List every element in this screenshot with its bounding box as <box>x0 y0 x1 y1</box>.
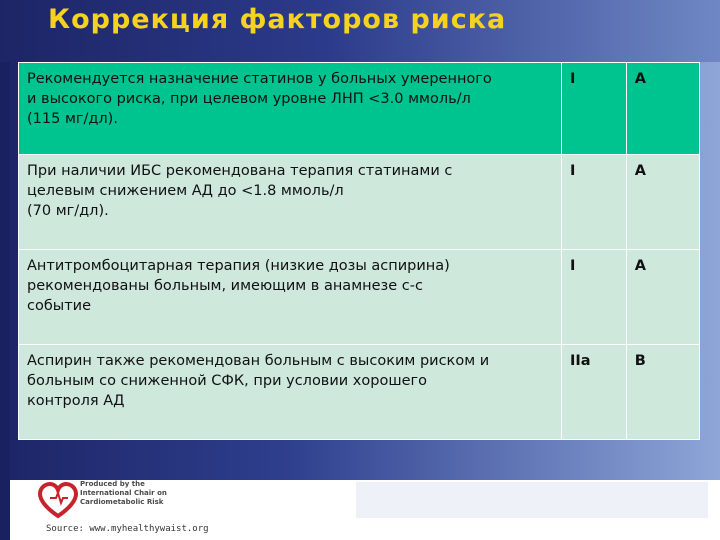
recommendation-text <box>19 345 562 440</box>
recommendation-class: IIa <box>562 345 627 440</box>
text-line: рекомендованы больным, имеющим в анамнезе с-с <box>27 278 423 294</box>
text-line: При наличии ИБС рекомендована терапия статинами с <box>27 163 453 179</box>
text-line: контроля АД <box>27 393 125 409</box>
table-row <box>19 345 700 440</box>
logo-line: Produced by the <box>80 480 145 488</box>
table-row <box>19 155 700 250</box>
text-line: Аспирин также рекомендован больным с высоким риском и <box>27 353 490 369</box>
table-row <box>19 63 700 155</box>
slide-title: Коррекция факторов риска <box>48 4 507 35</box>
recommendation-class: I <box>562 63 627 155</box>
sponsor-area <box>356 482 708 518</box>
logo-line: Cardiometabolic Risk <box>80 498 164 506</box>
recommendations-table <box>18 62 700 440</box>
recommendation-class: I <box>562 250 627 345</box>
evidence-level: B <box>626 345 699 440</box>
text-line: целевым снижением АД до <1.8 ммоль/л <box>27 183 344 199</box>
recommendation-class: I <box>562 155 627 250</box>
text-line: и высокого риска, при целевом уровне ЛНП <3.0 ммоль/л <box>27 91 471 107</box>
evidence-level: A <box>626 63 699 155</box>
recommendation-text <box>19 155 562 250</box>
logo-caption <box>80 480 167 507</box>
text-line: (70 мг/дл). <box>27 203 109 219</box>
text-line: Рекомендуется назначение статинов у больных умеренного <box>27 71 492 87</box>
evidence-level: A <box>626 155 699 250</box>
left-stripe <box>0 62 10 540</box>
logo-line: International Chair on <box>80 489 167 497</box>
text-line: Антитромбоцитарная терапия (низкие дозы аспирина) <box>27 258 450 274</box>
recommendation-text <box>19 250 562 345</box>
text-line: событие <box>27 298 92 314</box>
table-row <box>19 250 700 345</box>
text-line: больным со сниженной СФК, при условии хорошего <box>27 373 428 389</box>
recommendation-text <box>19 63 562 155</box>
text-line: (115 мг/дл). <box>27 111 118 127</box>
evidence-level: A <box>626 250 699 345</box>
source-note: Source: www.myhealthywaist.org <box>46 524 209 534</box>
